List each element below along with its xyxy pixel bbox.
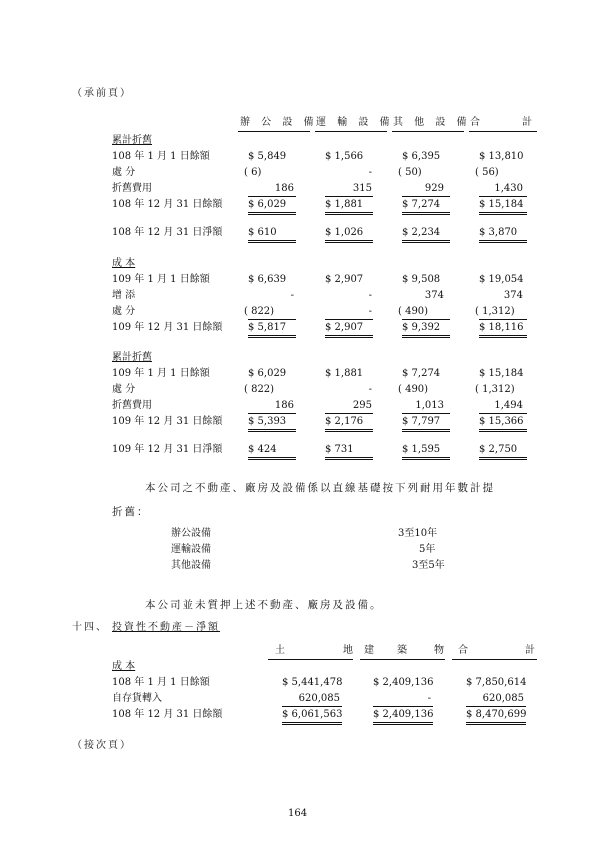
- header-rule-4: [469, 131, 537, 132]
- ip-header-land-1: 土: [275, 645, 285, 656]
- subtotal-rule: [325, 413, 373, 414]
- header-total-2: 計: [522, 117, 536, 128]
- row-label: 折舊費用: [112, 400, 152, 411]
- row-label: 增 添: [112, 290, 136, 301]
- cell: 1,013: [415, 400, 444, 411]
- ip-row-label: 自存貨轉入: [112, 693, 162, 704]
- section-title-accum-dep-108: 累計折舊: [112, 135, 152, 146]
- row-label: 109 年 12 月 31 日餘額: [112, 416, 223, 427]
- cell: $ 18,116: [479, 322, 524, 333]
- total-double-rule: [325, 212, 373, 215]
- ip-section-title-cost: 成 本: [112, 661, 136, 672]
- ip-header-total-2: 計: [525, 645, 535, 656]
- cell: $ 6,029: [248, 368, 287, 379]
- cell: -: [368, 290, 372, 301]
- total-double-rule: [479, 457, 527, 460]
- ip-cell: 620,085: [298, 693, 340, 704]
- cell: $ 19,054: [479, 274, 524, 285]
- pledge-statement: 本公司並未質押上述不動產、廠房及設備。: [145, 599, 383, 611]
- cell: ( 1,312): [475, 384, 515, 395]
- ip-cell: $ 6,061,563: [282, 709, 343, 720]
- row-label: 109 年 1 月 1 日餘額: [112, 274, 210, 285]
- section-title-cost-109: 成 本: [112, 258, 136, 269]
- ip-cell: $ 2,409,136: [373, 709, 434, 720]
- cell: $ 15,184: [479, 368, 524, 379]
- ip-subtotal-rule: [373, 706, 433, 707]
- ip-cell: 620,085: [482, 693, 524, 704]
- ip-row-label: 108 年 1 月 1 日餘額: [112, 677, 210, 688]
- cell: ( 50): [398, 167, 422, 178]
- total-double-rule: [479, 335, 527, 338]
- header-rule-2: [315, 131, 387, 132]
- total-double-rule: [325, 457, 373, 460]
- useful-life-item-name: 其他設備: [171, 560, 211, 571]
- cell: $ 1,881: [325, 199, 364, 210]
- useful-life-item-name: 辦公設備: [171, 528, 211, 539]
- cell: 374: [424, 290, 444, 301]
- total-double-rule: [479, 429, 527, 432]
- cell: $ 731: [325, 444, 354, 455]
- row-label: 109 年 12 月 31 日淨額: [112, 444, 223, 455]
- subtotal-rule: [248, 319, 296, 320]
- continued-from-label: （承前頁）: [72, 88, 132, 99]
- cell: $ 3,870: [479, 227, 518, 238]
- ip-cell: $ 7,850,614: [466, 677, 527, 688]
- cell: 186: [274, 183, 294, 194]
- ip-subtotal-rule: [466, 706, 526, 707]
- cell: $ 1,881: [325, 368, 364, 379]
- header-total-1: 合: [470, 117, 484, 128]
- ip-cell: $ 8,470,699: [466, 709, 527, 720]
- ip-header-building-3: 物: [434, 645, 444, 656]
- row-label: 折舊費用: [112, 183, 152, 194]
- row-label: 108 年 12 月 31 日淨額: [112, 227, 223, 238]
- total-double-rule: [479, 240, 527, 243]
- depreciation-paragraph-line1: 本公司之不動產、廠房及設備係以直線基礎按下列耐用年數計提: [145, 482, 495, 494]
- header-transport-equipment: 運 輸 設 備: [316, 117, 394, 128]
- total-double-rule: [325, 240, 373, 243]
- total-double-rule: [248, 335, 296, 338]
- cell: $ 6,029: [248, 199, 287, 210]
- cell: $ 2,750: [479, 444, 518, 455]
- total-double-rule: [325, 335, 373, 338]
- cell: 186: [274, 400, 294, 411]
- section-14-number: 十四、: [72, 622, 108, 633]
- row-label: 108 年 1 月 1 日餘額: [112, 151, 210, 162]
- cell: ( 822): [244, 384, 275, 395]
- header-office-equipment: 辦 公 設 備: [240, 117, 318, 128]
- cell: $ 5,849: [248, 151, 287, 162]
- cell: $ 2,907: [325, 322, 364, 333]
- row-label: 109 年 1 月 1 日餘額: [112, 368, 210, 379]
- cell: $ 1,026: [325, 227, 364, 238]
- cell: $ 2,907: [325, 274, 364, 285]
- header-rule-1: [238, 131, 310, 132]
- section-14-title: 投資性不動產－淨額: [112, 622, 220, 633]
- ip-total-double-rule: [282, 722, 342, 725]
- total-double-rule: [248, 457, 296, 460]
- cell: 1,430: [494, 183, 523, 194]
- ip-subtotal-rule: [282, 706, 342, 707]
- continued-next-label: （接次頁）: [72, 740, 132, 751]
- ip-header-land-2: 地: [343, 645, 353, 656]
- cell: $ 2,234: [402, 227, 441, 238]
- useful-life-item-years: 5年: [419, 544, 436, 555]
- cell: 315: [352, 183, 372, 194]
- total-double-rule: [479, 212, 527, 215]
- useful-life-item-name: 運輸設備: [171, 544, 211, 555]
- subtotal-rule: [479, 196, 527, 197]
- section-title-accum-dep-109: 累計折舊: [112, 352, 152, 363]
- cell: -: [290, 290, 294, 301]
- row-label: 108 年 12 月 31 日餘額: [112, 199, 223, 210]
- cell: 1,494: [494, 400, 523, 411]
- cell: ( 1,312): [475, 306, 515, 317]
- subtotal-rule: [402, 196, 450, 197]
- cell: ( 56): [475, 167, 499, 178]
- row-label: 109 年 12 月 31 日餘額: [112, 322, 223, 333]
- cell: $ 9,508: [402, 274, 441, 285]
- subtotal-rule: [325, 196, 373, 197]
- total-double-rule: [402, 429, 450, 432]
- row-label: 處 分: [112, 306, 136, 317]
- ip-total-double-rule: [466, 722, 526, 725]
- cell: ( 490): [398, 306, 429, 317]
- cell: 929: [424, 183, 444, 194]
- subtotal-rule: [248, 413, 296, 414]
- ip-cell: $ 5,441,478: [282, 677, 343, 688]
- subtotal-rule: [402, 319, 450, 320]
- total-double-rule: [402, 457, 450, 460]
- subtotal-rule: [248, 196, 296, 197]
- subtotal-rule: [402, 413, 450, 414]
- total-double-rule: [325, 429, 373, 432]
- cell: $ 6,639: [248, 274, 287, 285]
- ip-header-rule: [452, 659, 537, 660]
- ip-cell: -: [427, 693, 431, 704]
- ip-header-rule: [360, 659, 445, 660]
- cell: $ 7,797: [402, 416, 441, 427]
- cell: $ 610: [248, 227, 277, 238]
- subtotal-rule: [479, 413, 527, 414]
- total-double-rule: [248, 240, 296, 243]
- cell: $ 2,176: [325, 416, 364, 427]
- cell: 374: [503, 290, 523, 301]
- ip-total-double-rule: [373, 722, 433, 725]
- cell: $ 6,395: [402, 151, 441, 162]
- row-label: 處 分: [112, 167, 136, 178]
- cell: $ 7,274: [402, 368, 441, 379]
- ip-cell: $ 2,409,136: [373, 677, 434, 688]
- subtotal-rule: [479, 319, 527, 320]
- ip-header-building-2: 築: [397, 645, 407, 656]
- cell: $ 15,184: [479, 199, 524, 210]
- total-double-rule: [402, 335, 450, 338]
- depreciation-paragraph-line2: 折舊：: [112, 506, 150, 518]
- ip-header-total-1: 合: [458, 645, 468, 656]
- cell: $ 424: [248, 444, 277, 455]
- cell: $ 15,366: [479, 416, 524, 427]
- cell: $ 5,393: [248, 416, 287, 427]
- cell: ( 6): [244, 167, 262, 178]
- cell: -: [368, 167, 372, 178]
- ip-header-rule: [268, 659, 353, 660]
- cell: ( 822): [244, 306, 275, 317]
- cell: $ 13,810: [479, 151, 524, 162]
- cell: -: [368, 306, 372, 317]
- row-label: 處 分: [112, 384, 136, 395]
- cell: ( 490): [398, 384, 429, 395]
- total-double-rule: [402, 212, 450, 215]
- total-double-rule: [248, 212, 296, 215]
- ip-header-building-1: 建: [364, 645, 374, 656]
- subtotal-rule: [325, 319, 373, 320]
- header-other-equipment: 其 他 設 備: [393, 117, 471, 128]
- total-double-rule: [248, 429, 296, 432]
- cell: $ 1,595: [402, 444, 441, 455]
- total-double-rule: [402, 240, 450, 243]
- useful-life-item-years: 3至5年: [412, 560, 445, 571]
- cell: $ 5,817: [248, 322, 287, 333]
- cell: 295: [352, 400, 372, 411]
- useful-life-item-years: 3至10年: [398, 528, 438, 539]
- cell: $ 7,274: [402, 199, 441, 210]
- header-rule-3: [392, 131, 464, 132]
- ip-row-label: 108 年 12 月 31 日餘額: [112, 709, 223, 720]
- cell: $ 9,392: [402, 322, 441, 333]
- page-number: 164: [288, 808, 308, 819]
- cell: $ 1,566: [325, 151, 364, 162]
- cell: -: [368, 384, 372, 395]
